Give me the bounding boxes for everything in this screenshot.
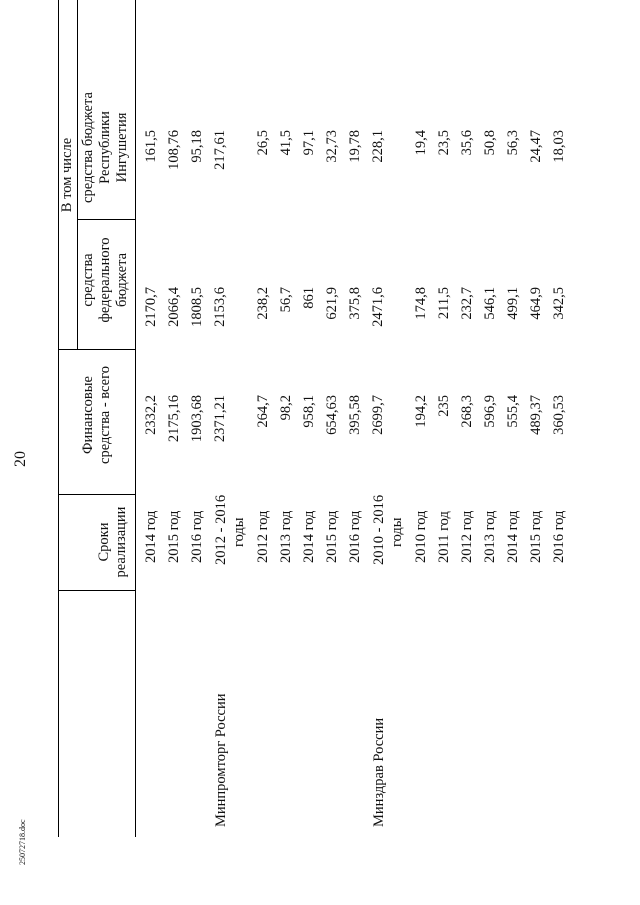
row-regional: 24,47 <box>528 130 544 163</box>
row-federal: 375,8 <box>347 287 363 320</box>
row-total: 98,2 <box>278 395 294 421</box>
row-regional: 35,6 <box>459 130 475 156</box>
row-federal: 499,1 <box>505 287 521 320</box>
header-period: Сроки реализации <box>96 506 129 578</box>
row-total: 2371,21 <box>212 395 228 443</box>
row-total: 194,2 <box>413 395 429 428</box>
row-regional: 23,5 <box>436 130 452 156</box>
row-federal: 464,9 <box>528 287 544 320</box>
row-total: 555,4 <box>505 395 521 428</box>
row-total: 654,63 <box>324 395 340 435</box>
header-total: Финансовые средства - всего <box>80 366 113 464</box>
row-regional: 108,76 <box>166 130 182 170</box>
file-footer: 25072718.doc <box>18 819 27 865</box>
row-total: 2175,16 <box>166 395 182 443</box>
row-federal: 621,9 <box>324 287 340 320</box>
row-regional: 228,1 <box>370 130 386 163</box>
row-federal: 211,5 <box>436 287 452 320</box>
row-period: 2014 год <box>143 510 159 563</box>
row-period: 2010 год <box>413 510 429 563</box>
ministry-name: Минпромторг России <box>213 693 229 827</box>
row-regional: 97,1 <box>301 130 317 156</box>
row-regional: 56,3 <box>505 130 521 156</box>
row-federal: 238,2 <box>255 287 271 320</box>
row-period-range: 2010 - 2016 <box>371 494 387 565</box>
row-period: 2012 год <box>459 510 475 563</box>
row-regional: 217,61 <box>212 130 228 170</box>
ministry-name: Минздрав России <box>371 717 387 827</box>
row-period: 2011 год <box>436 511 452 563</box>
row-regional: 32,73 <box>324 130 340 163</box>
row-federal: 861 <box>301 287 317 309</box>
row-period: 2016 год <box>551 510 567 563</box>
col-divider-period <box>58 494 136 495</box>
row-period-suffix: годы <box>231 517 247 547</box>
row-period <box>212 495 248 565</box>
row-period <box>370 495 406 565</box>
header-including: В том числе <box>59 137 75 213</box>
row-federal: 232,7 <box>459 287 475 320</box>
row-period: 2014 год <box>505 510 521 563</box>
row-total: 1903,68 <box>189 395 205 443</box>
row-period: 2016 год <box>347 510 363 563</box>
row-total: 235 <box>436 395 452 417</box>
row-regional: 19,4 <box>413 130 429 156</box>
header-regional: средства бюджета Республики Ингушетия <box>80 92 130 203</box>
row-federal: 56,7 <box>278 287 294 313</box>
row-regional: 18,03 <box>551 130 567 163</box>
page-number: 20 <box>12 451 29 467</box>
row-federal: 342,5 <box>551 287 567 320</box>
row-period: 2015 год <box>324 510 340 563</box>
row-regional: 41,5 <box>278 130 294 156</box>
row-period-suffix: годы <box>389 517 405 547</box>
row-total: 395,58 <box>347 395 363 435</box>
row-federal: 2471,6 <box>370 287 386 327</box>
row-federal: 1808,5 <box>189 287 205 327</box>
row-total: 264,7 <box>255 395 271 428</box>
row-period-range: 2012 - 2016 <box>213 494 229 565</box>
row-period: 2015 год <box>528 510 544 563</box>
header-federal: средства федерального бюджета <box>80 237 130 323</box>
row-period: 2015 год <box>166 510 182 563</box>
row-period: 2013 год <box>482 510 498 563</box>
row-total: 958,1 <box>301 395 317 428</box>
row-total: 489,37 <box>528 395 544 435</box>
row-regional: 50,8 <box>482 130 498 156</box>
row-federal: 2170,7 <box>143 287 159 327</box>
row-regional: 161,5 <box>143 130 159 163</box>
row-regional: 95,18 <box>189 130 205 163</box>
including-divider <box>77 0 78 350</box>
row-total: 360,53 <box>551 395 567 435</box>
row-regional: 19,78 <box>347 130 363 163</box>
header-bottom-border <box>135 0 136 837</box>
row-period: 2012 год <box>255 510 271 563</box>
row-federal: 546,1 <box>482 287 498 320</box>
row-federal: 2153,6 <box>212 287 228 327</box>
row-federal: 2066,4 <box>166 287 182 327</box>
col-divider-federal <box>77 219 136 220</box>
row-total: 2332,2 <box>143 395 159 435</box>
col-divider-ministry <box>58 590 136 591</box>
row-federal: 174,8 <box>413 287 429 320</box>
row-total: 268,3 <box>459 395 475 428</box>
row-total: 2699,7 <box>370 395 386 435</box>
row-period: 2014 год <box>301 510 317 563</box>
row-regional: 26,5 <box>255 130 271 156</box>
row-period: 2016 год <box>189 510 205 563</box>
row-period: 2013 год <box>278 510 294 563</box>
row-total: 596,9 <box>482 395 498 428</box>
